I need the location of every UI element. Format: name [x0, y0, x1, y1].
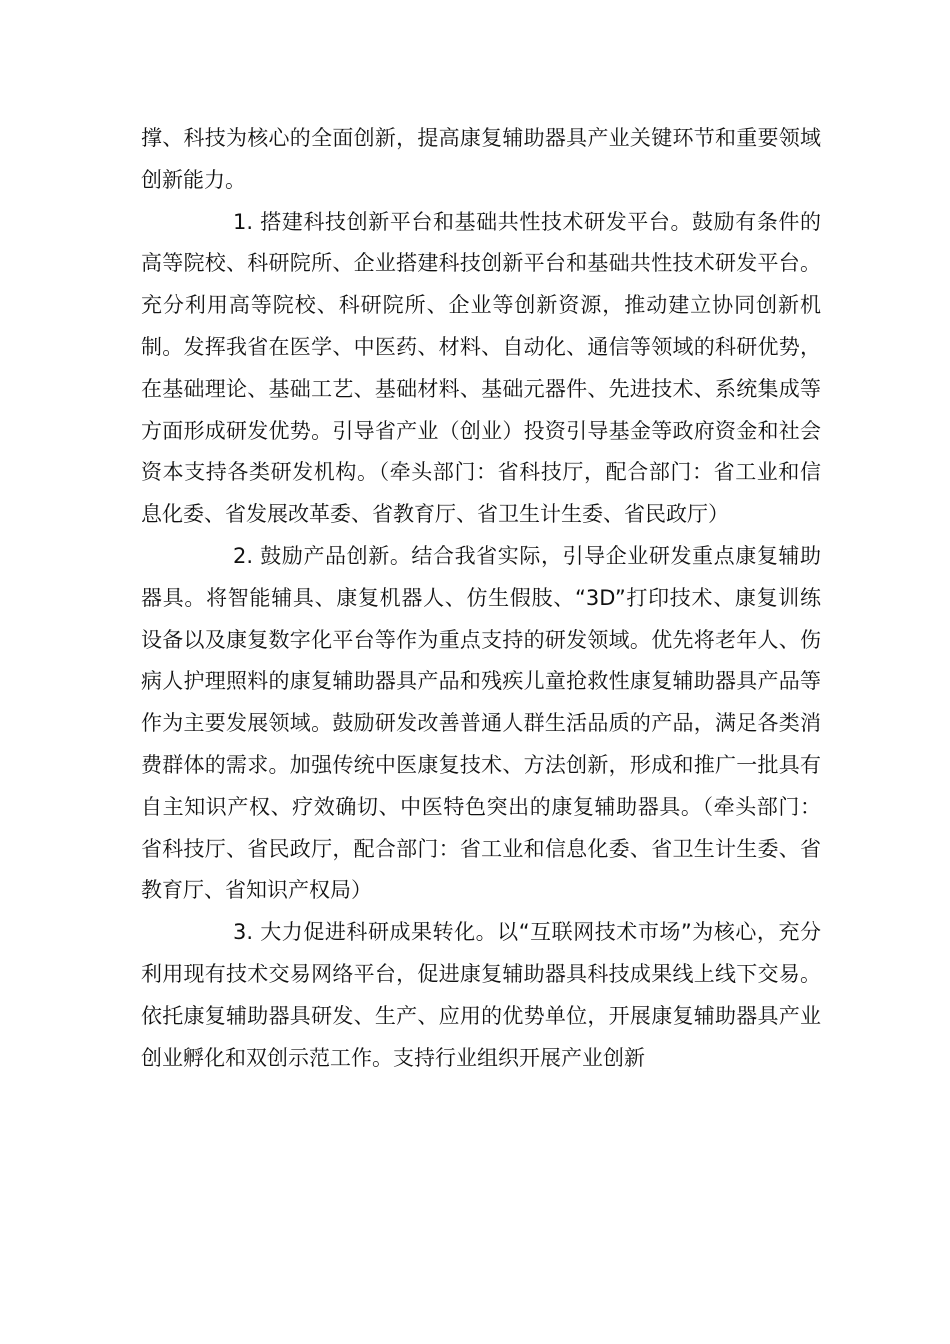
- paragraph-item-1: 1. 搭建科技创新平台和基础共性技术研发平台。鼓励有条件的高等院校、科研院所、企业搭建科技创新平台和基础共性技术研发平台。充分利用高等院校、科研院所、企业等创新资源，推动建立协同创新机制。发挥我省在医学、中医药、材料、自动化、通信等领域的科研优势，在基础理论、基础工艺、基础材料、基础元器件、先进技术、系统集成等方面形成研发优势。引导省产业（创业）投资引导基金等政府资金和社会资本支持各类研发机构。（牵头部门：省科技厅，配合部门：省工业和信息化委、省发展改革委、省教育厅、省卫生计生委、省民政厅）: [141, 209, 821, 527]
- paragraph-continuation: 撑、科技为核心的全面创新，提高康复辅助器具产业关键环节和重要领域创新能力。: [141, 126, 821, 192]
- paragraph-item-2: 2. 鼓励产品创新。结合我省实际，引导企业研发重点康复辅助器具。将智能辅具、康复机器人、仿生假肢、“3D”打印技术、康复训练设备以及康复数字化平台等作为重点支持的研发领域。优先将老年人、伤病人护理照料的康复辅助器具产品和残疾儿童抢救性康复辅助器具产品等作为主要发展领域。鼓励研发改善普通人群生活品质的产品，满足各类消费群体的需求。加强传统中医康复技术、方法创新，形成和推广一批具有自主知识产权、疗效确切、中医特色突出的康复辅助器具。（牵头部门：省科技厅、省民政厅，配合部门：省工业和信息化委、省卫生计生委、省教育厅、省知识产权局）: [141, 543, 821, 903]
- document-body: [141, 118, 821, 1079]
- paragraph-item-3: 3. 大力促进科研成果转化。以“互联网技术市场”为核心，充分利用现有技术交易网络平台，促进康复辅助器具科技成果线上线下交易。依托康复辅助器具研发、生产、应用的优势单位，开展康复辅助器具产业创业孵化和双创示范工作。支持行业组织开展产业创新: [141, 920, 821, 1070]
